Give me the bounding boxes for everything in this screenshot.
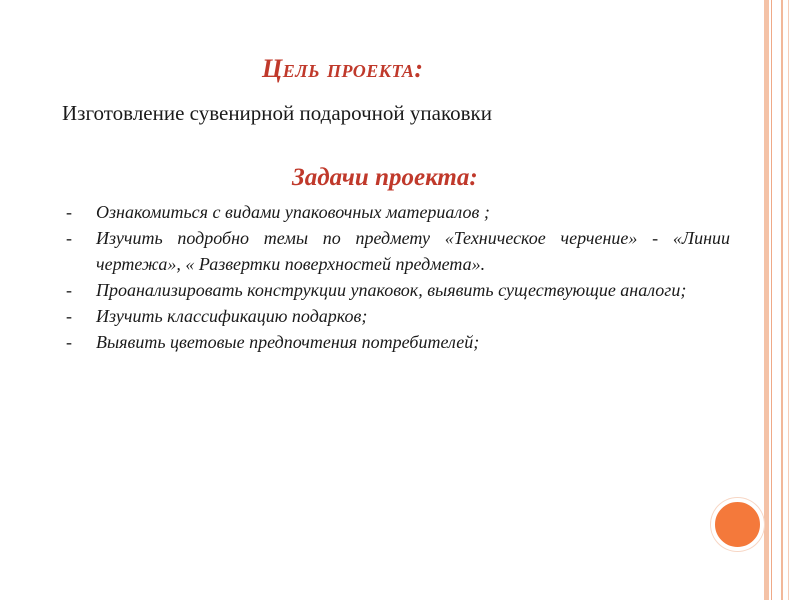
bullet-dash: - xyxy=(66,332,72,352)
bullet-dash: - xyxy=(66,306,72,326)
task-item-3 xyxy=(66,277,730,303)
task-text: Изучить подробно темы по предмету «Техническое черчение» - «Линии чертежа», « Развертки поверхностей предмета». xyxy=(96,228,730,274)
task-text: Изучить классификацию подарков; xyxy=(96,306,368,326)
bullet-dash: - xyxy=(66,228,72,248)
task-text: Ознакомиться с видами упаковочных материалов ; xyxy=(96,202,490,222)
task-item-1 xyxy=(66,199,730,225)
decorative-circle-icon xyxy=(711,498,764,551)
decorative-stripe-outer xyxy=(781,0,783,600)
bullet-dash: - xyxy=(66,280,72,300)
bullet-dash: - xyxy=(66,202,72,222)
decorative-stripe xyxy=(764,0,769,600)
task-item-2 xyxy=(66,225,730,277)
slide-title: Цель проекта: xyxy=(262,54,424,83)
tasks-heading: Задачи проекта: xyxy=(292,164,478,191)
task-item-4 xyxy=(66,303,730,329)
tasks-list xyxy=(66,199,730,355)
task-item-5 xyxy=(66,329,730,355)
decorative-stripe-thin xyxy=(771,0,772,600)
project-goal-text: Изготовление сувенирной подарочной упаковки xyxy=(62,101,492,125)
task-text: Проанализировать конструкции упаковок, выявить существующие аналоги; xyxy=(96,280,687,300)
task-text: Выявить цветовые предпочтения потребителей; xyxy=(96,332,480,352)
decorative-stripe-edge xyxy=(788,0,789,600)
